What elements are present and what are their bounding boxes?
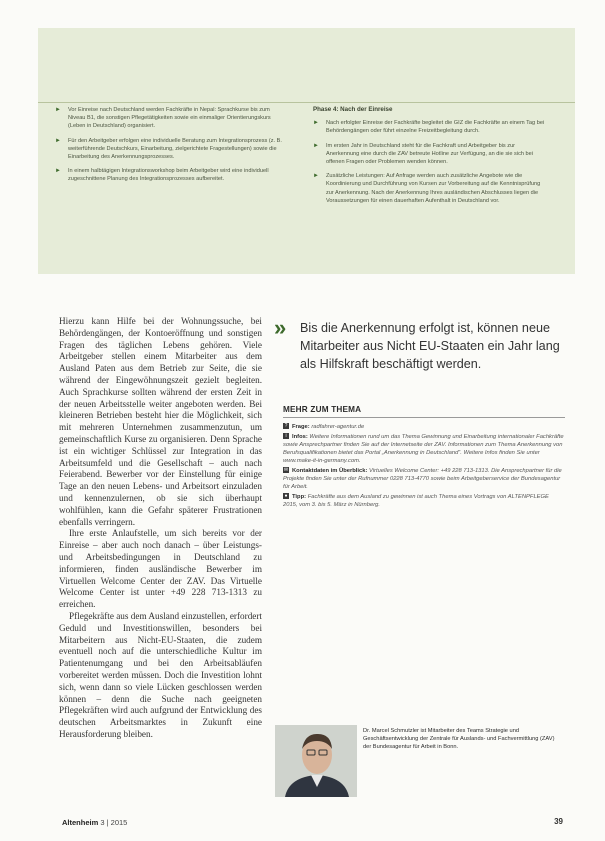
phase-left-item: ► Für den Arbeitgeber erfolgen eine individuelle Beratung zum Integrationsprozess (z. B. weiterführende Deutschkurs, Einarbeitung, zielgerichtete Fragestellungen) sowie die Einarbeitung des Anerkennungsprozesses. — [55, 137, 282, 161]
phase-right-item: ► Im ersten Jahr in Deutschland steht für die Fachkraft und Arbeitgeber bis zur Anerkennung eine durch die ZAV betreute Hotline zur Verfügung, an die sie sich bei offenen Fragen oder Problemen wenden können. — [313, 142, 533, 166]
quote-text: Bis die Anerkennung erfolgt ist, können neue Mitarbeiter aus Nicht EU-Staaten ein Jahr lang als Hilfskraft beschäftigt werden. — [300, 321, 560, 371]
pull-quote — [274, 315, 574, 373]
arrow-bullet-icon: ► — [313, 173, 319, 180]
phase-right-column — [313, 106, 548, 211]
body-paragraph: Pflegekräfte aus dem Ausland einzustellen, erfordert Geduld und Investitionswillen, besonders bei Mitarbeitern aus Nicht-EU-Staaten, die zudem eventuell noch auf die unterschiedliche Kultur im Patientenumgang und bei den Arbeitsabläufen vorbereitet werden müssen. Doch die Investition lohnt sich, wenn dann so viele Lücken geschlossen werden können – denn die Suche nach geeigneten Pflegekräften wird auch aufgrund der Entwicklung des deutschen Arbeitsmarktes in Zukunft eine Herausforderung bleiben. — [59, 610, 262, 739]
author-caption: Dr. Marcel Schmutzler ist Mitarbeiter des Teams Strategie und Geschäftsentwicklung der Zentrale für Auslands- und Fachvermittlung (ZAV) der Bundesagentur für Arbeit in Bonn. — [363, 728, 555, 751]
phase-left-column — [55, 106, 285, 190]
phase-heading: Phase 4: Nach der Einreise — [313, 106, 393, 113]
infobox-title: MEHR ZUM THEMA — [283, 405, 565, 418]
author-block — [275, 725, 565, 797]
infobox-item-infos: i Infos: Weitere Informationen rund um das Thema Gewinnung und Einarbeitung internationaler Fachkräfte sowie Ansprechpartner finden Sie auf der Internetseite der ZAV. Informationen zum Thema Anerkennung von Berufsqualifikationen bietet das Portal „Anerkennung in Deutschland“. Weitere Infos finden Sie unter www.make-it-in-germany.com. — [283, 433, 564, 464]
arrow-bullet-icon: ► — [55, 168, 61, 175]
article-body — [59, 316, 262, 741]
body-paragraph: Hierzu kann Hilfe bei der Wohnungssuche, bei Behördengängen, der Kontoeröffnung und sonstigen Fragen des täglichen Lebens gehören. Viele Arbeitgeber stellen einem Mitarbeiter aus dem Ausland Paten aus dem Betrieb zur Seite, die sie während der Eingewöhnungszeit gezielt begleiten. Auch Sprachkurse sollten während der ersten Zeit in der neuen Arbeitsstelle weiter angeboten werden. Bei kleineren Betrieben besteht hier die Möglichkeit, sich mit mehreren Unternehmen zusammenzutun, um gemeinschaftlich Kurse zu organisieren. Denn Sprache ist ein wichtiger Schlüssel zur Integration in das Arbeitsumfeld und die Gesellschaft – auch nach Feierabend. Bewerber vor der Einstellung für einige Tage an den neuen Lebens- und Arbeitsort einzuladen und kennenzulernen, ob sie sich überhaupt wohlfühlen, kann die Gefahr späterer Frustrationen ebenfalls verringern. — [59, 316, 262, 527]
magazine-name: Altenheim — [62, 818, 99, 827]
body-paragraph: Ihre erste Anlaufstelle, um sich bereits vor der Einreise – aber auch noch danach – über Leistungs- und Arbeitsbedingungen in Deutschland zu informieren, finden ausländische Bewerber im Virtuellen Welcome Center der ZAV. Das Virtuelle Welcome Center ist unter +49 228 713-1313 zu erreichen. — [59, 528, 262, 610]
more-on-topic-box — [283, 405, 565, 511]
infobox-item-tipp: ● Tipp: Fachkräfte aus dem Ausland zu gewinnen ist auch Thema eines Vortrags von ALTENPFLEGE 2015, vom 3. bis 5. März in Nürnberg. — [283, 493, 549, 508]
quote-mark-icon: » — [274, 315, 287, 340]
info-icon: i — [283, 433, 289, 439]
phase-right-item: ► Zusätzliche Leistungen: Auf Anfrage werden auch zusätzliche Angebote wie die Koordinierung und Durchführung von Kursen zur Vorbereitung auf die Kenntnisprüfung zur Anerkennung. Nach der Anerkennung Ihres ausländischen Abschlusses liegen die Voraussetzungen für einen dauerhaften Aufenthalt in Deutschland vor. — [313, 173, 541, 204]
phase-left-item: ► In einem halbtägigen Integrationsworkshop beim Arbeitgeber wird eine individuell zugeschnittene Planung des Integrationsprozesses aufbereitet. — [55, 168, 269, 183]
arrow-bullet-icon: ► — [313, 120, 319, 127]
phase-left-item: ► Vor Einreise nach Deutschland werden Fachkräfte in Nepal: Sprachkurse bis zum Niveau B1, die sonstigen Pflegetätigkeiten sowie ein einmaliger Orientierungskurs (Leben in Deutschland) organisiert. — [55, 107, 271, 130]
contact-icon: ✉ — [283, 467, 289, 474]
phase-right-item: ► Nach erfolgter Einreise der Fachkräfte begleitet die GIZ die Fachkräfte an einem Tag bei Behördengängen oder führt einzelne Freizeitbegleitung durch. — [313, 120, 545, 135]
issue-number: 3 | 2015 — [100, 818, 128, 827]
infobox-item-frage: ? Frage: radfahrer-agentur.de — [284, 423, 365, 430]
page-number: 39 — [554, 817, 563, 826]
tip-icon: ● — [284, 493, 288, 500]
author-photo — [275, 725, 357, 797]
question-icon: ? — [284, 423, 288, 430]
arrow-bullet-icon: ► — [55, 107, 61, 113]
box-divider — [38, 102, 575, 103]
arrow-bullet-icon: ► — [55, 137, 61, 144]
infobox-item-kontakt: ✉ Kontaktdaten im Überblick: Virtuelles Welcome Center: +49 228 713-1313. Die Ansprechpartner für die Projekte finden Sie unter der Rufnummer 0228 713-4770 sowie beim Arbeitgeberservice der Bundesagentur für Arbeit. — [283, 467, 562, 490]
arrow-bullet-icon: ► — [313, 142, 319, 149]
page-footer-left — [62, 818, 127, 827]
